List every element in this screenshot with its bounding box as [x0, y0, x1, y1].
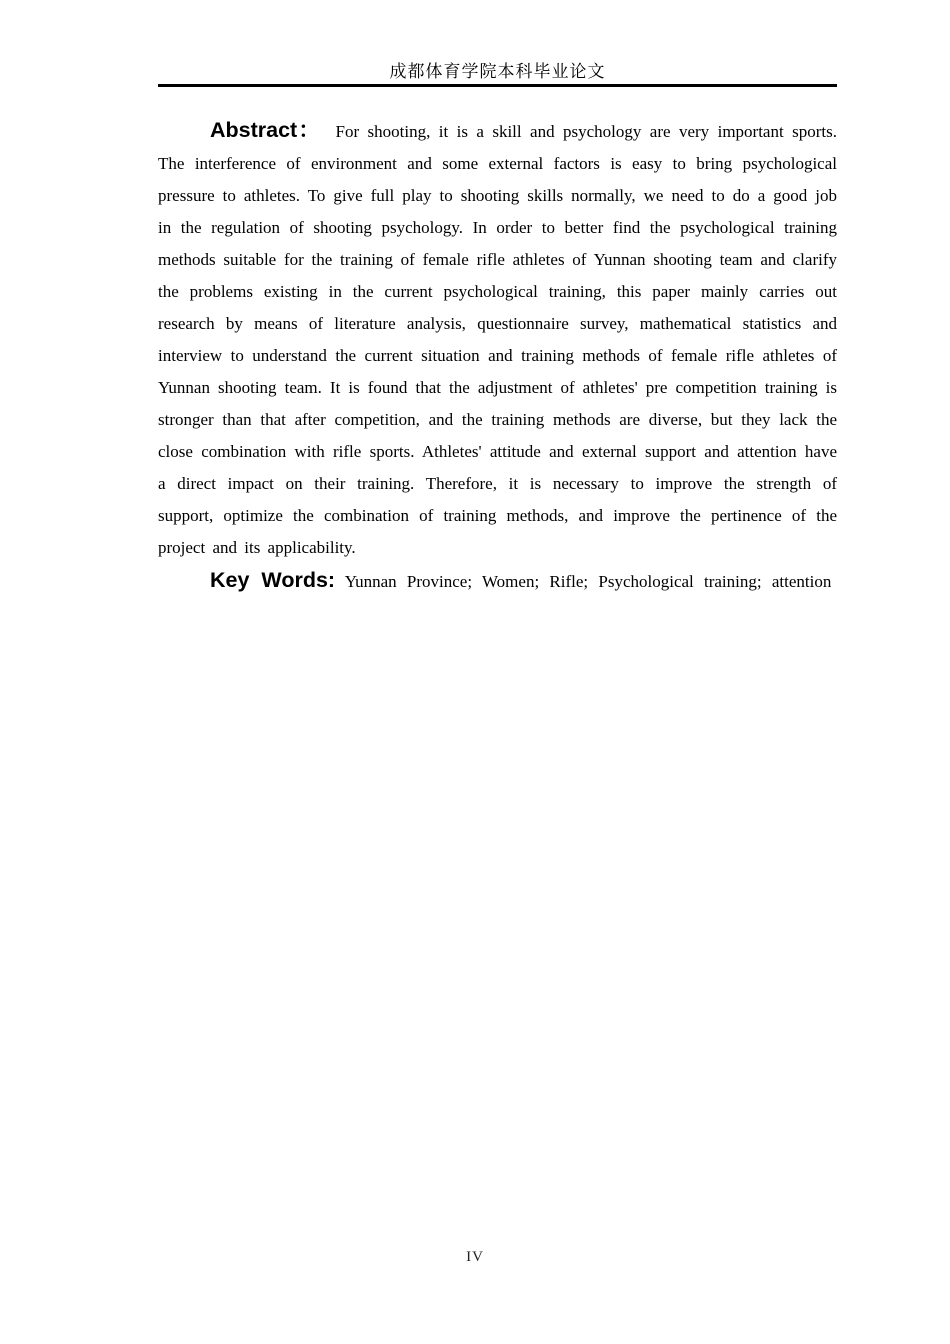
- page-header: [158, 0, 837, 87]
- abstract-paragraph: [158, 114, 837, 564]
- keywords-label: Key Words:: [210, 568, 336, 592]
- abstract-section: [158, 114, 837, 598]
- abstract-label-text: Abstract: [210, 118, 298, 142]
- page-footer: [0, 1248, 950, 1266]
- abstract-label-colon: ：: [297, 118, 322, 142]
- keywords-paragraph: [158, 564, 837, 598]
- page-number: IV: [466, 1249, 484, 1265]
- keywords-body-text: Yunnan Province; Women; Rifle; Psychological training; attention: [344, 572, 832, 591]
- abstract-label: [210, 118, 321, 142]
- header-title: 成都体育学院本科毕业论文: [389, 62, 606, 81]
- abstract-body-text: For shooting, it is a skill and psychology are very important sports. The interference of environment and some external factors is easy to bring psychological pressure to athletes. To give full play to shooting skills normally, we need to do a good job in the regulation of shooting psychology. In order to better find the psychological training methods suitable for the training of female rifle athletes of Yunnan shooting team and clarify the problems existing in the current psychological training, this paper mainly carries out research by means of literature analysis, questionnaire survey, mathematical statistics and interview to understand the current situation and training methods of female rifle athletes of Yunnan shooting team. It is found that the adjustment of athletes' pre competition training is stronger than that after competition, and the training methods are diverse, but they lack the close combination with rifle sports. Athletes' attitude and external support and attention have a direct impact on their training. Therefore, it is necessary to improve the strength of support, optimize the combination of training methods, and improve the pertinence of the project and its applicability.: [158, 122, 837, 557]
